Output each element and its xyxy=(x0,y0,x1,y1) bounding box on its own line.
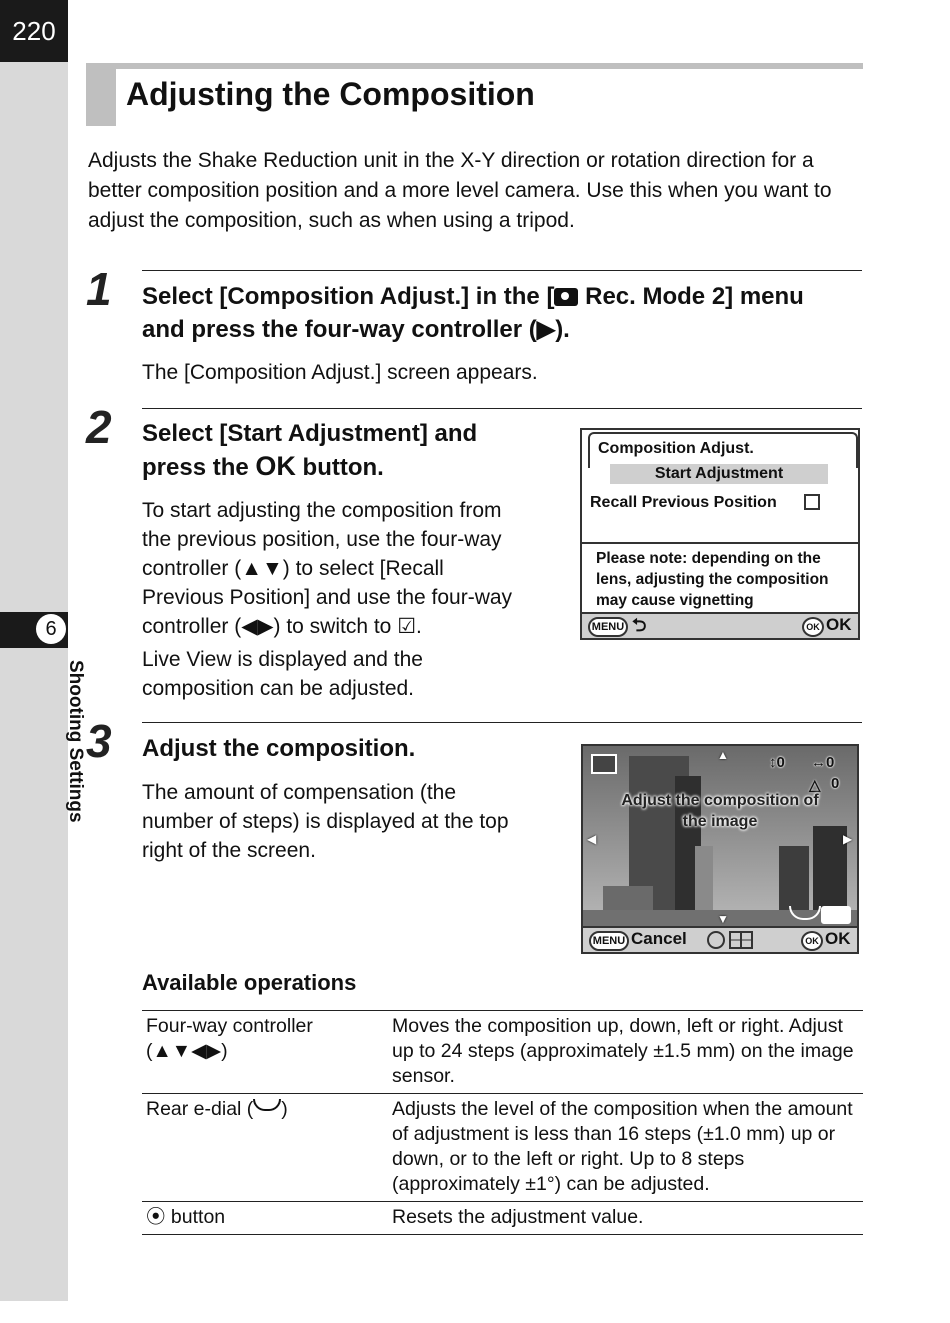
step-2-heading: Select [Start Adjustment] and press the OK button. xyxy=(142,420,478,481)
intro-paragraph: Adjusts the Shake Reduction unit in the X-Y direction or rotation direction for a better composition position and a more level camera. Use this when you want to adjust the composition, such as when using a tripod. xyxy=(88,149,832,232)
start-adjustment-option: Start Adjustment xyxy=(610,464,828,484)
green-button-icon xyxy=(707,931,725,949)
rotation-icon: △ xyxy=(809,777,821,794)
ok-button-icon: OK xyxy=(802,617,824,637)
step-3-rule xyxy=(142,722,862,723)
operation-description: Moves the composition up, down, left or right. Adjust up to 24 steps (approximately ±1.5 mm) on the image sensor. xyxy=(388,1011,863,1094)
operation-description: Resets the adjustment value. xyxy=(388,1202,863,1235)
composition-adjust-screen xyxy=(580,428,860,640)
step-2-rule xyxy=(142,408,862,409)
cancel-text: Cancel xyxy=(631,929,687,948)
screen-footer xyxy=(583,926,857,952)
side-tab xyxy=(0,0,68,1323)
menu-button-icon: MENU xyxy=(588,617,628,637)
title-rule xyxy=(86,63,863,69)
operation-control: Four-way controller (▲▼◀▶) xyxy=(142,1011,388,1094)
page-title: Adjusting the Composition xyxy=(126,76,535,112)
table-row xyxy=(142,1202,863,1235)
operation-description: Adjusts the level of the composition when the amount of adjustment is less than 16 steps (±1.0 mm) up or down, or to the left or right. Up to 8 steps (approximately ±1°) can be adjusted. xyxy=(388,1094,863,1202)
ok-icon: OK xyxy=(255,451,296,481)
grid-icon xyxy=(591,754,617,774)
left-arrow-icon: ◀ xyxy=(587,832,597,846)
operation-control: ⦿ button xyxy=(142,1202,388,1235)
checkbox-icon xyxy=(804,494,820,510)
screen-title-tab: Composition Adjust. xyxy=(588,432,858,468)
step-1-heading: Select [Composition Adjust.] in the [ Rec. Mode 2] menu and press the four-way controller (▶). xyxy=(142,283,804,343)
step-3-heading: Adjust the composition. xyxy=(142,735,416,762)
table-row xyxy=(142,1094,863,1202)
page-number: 220 xyxy=(0,0,68,62)
chapter-number: 6 xyxy=(36,614,66,644)
chapter-label: Shooting Settings xyxy=(65,660,86,823)
step-1-rule xyxy=(142,270,862,271)
step-1-number: 1 xyxy=(86,263,112,315)
step-2-body: To start adjusting the composition from the previous position, use the four-way controller (▲▼) to select [Recall Previous Position] and use the four-way controller (◀▶) to switch to ☑. Live View is displayed and the composition can be adjusted. xyxy=(142,499,513,700)
ok-text: OK xyxy=(826,615,852,634)
up-arrow-icon: ▲ xyxy=(717,748,729,762)
operation-control: Rear e-dial ( ) xyxy=(142,1094,388,1202)
table-row xyxy=(142,1011,863,1094)
operations-table xyxy=(142,1010,863,1235)
screen-footer xyxy=(582,612,858,638)
recall-previous-option: Recall Previous Position xyxy=(590,494,777,511)
grid-display-icon xyxy=(729,931,753,949)
screen-divider xyxy=(582,542,858,544)
battery-icon xyxy=(821,906,851,924)
operations-title: Available operations xyxy=(142,970,357,995)
sidebar-footer xyxy=(0,1301,68,1323)
down-arrow-icon: ▼ xyxy=(717,912,729,926)
step-3-number: 3 xyxy=(86,715,112,767)
step-1-body: The [Composition Adjust.] screen appears. xyxy=(142,361,538,384)
back-arrow-icon: ⮌ xyxy=(632,615,647,635)
right-arrow-icon: ▶ xyxy=(843,832,853,846)
ok-button-icon: OK xyxy=(801,931,823,951)
camera-icon xyxy=(554,288,578,306)
horizontal-value: ↔0 xyxy=(811,754,835,771)
live-view-screen xyxy=(581,744,859,954)
ok-text: OK xyxy=(825,929,851,948)
chapter-tab xyxy=(0,612,68,648)
menu-button-icon: MENU xyxy=(589,931,629,951)
vignetting-note: Please note: depending on the lens, adjusting the composition may cause vignetting xyxy=(596,550,829,609)
adjust-message: Adjust the composition of the image xyxy=(621,792,819,830)
step-2-number: 2 xyxy=(86,401,112,453)
title-marker xyxy=(86,63,116,126)
step-3-body: The amount of compensation (the number of steps) is displayed at the top right of the screen. xyxy=(142,781,509,862)
rear-e-dial-icon xyxy=(253,1099,281,1111)
rotation-value: 0 xyxy=(831,775,840,792)
vertical-value: ↕0 xyxy=(769,754,785,771)
